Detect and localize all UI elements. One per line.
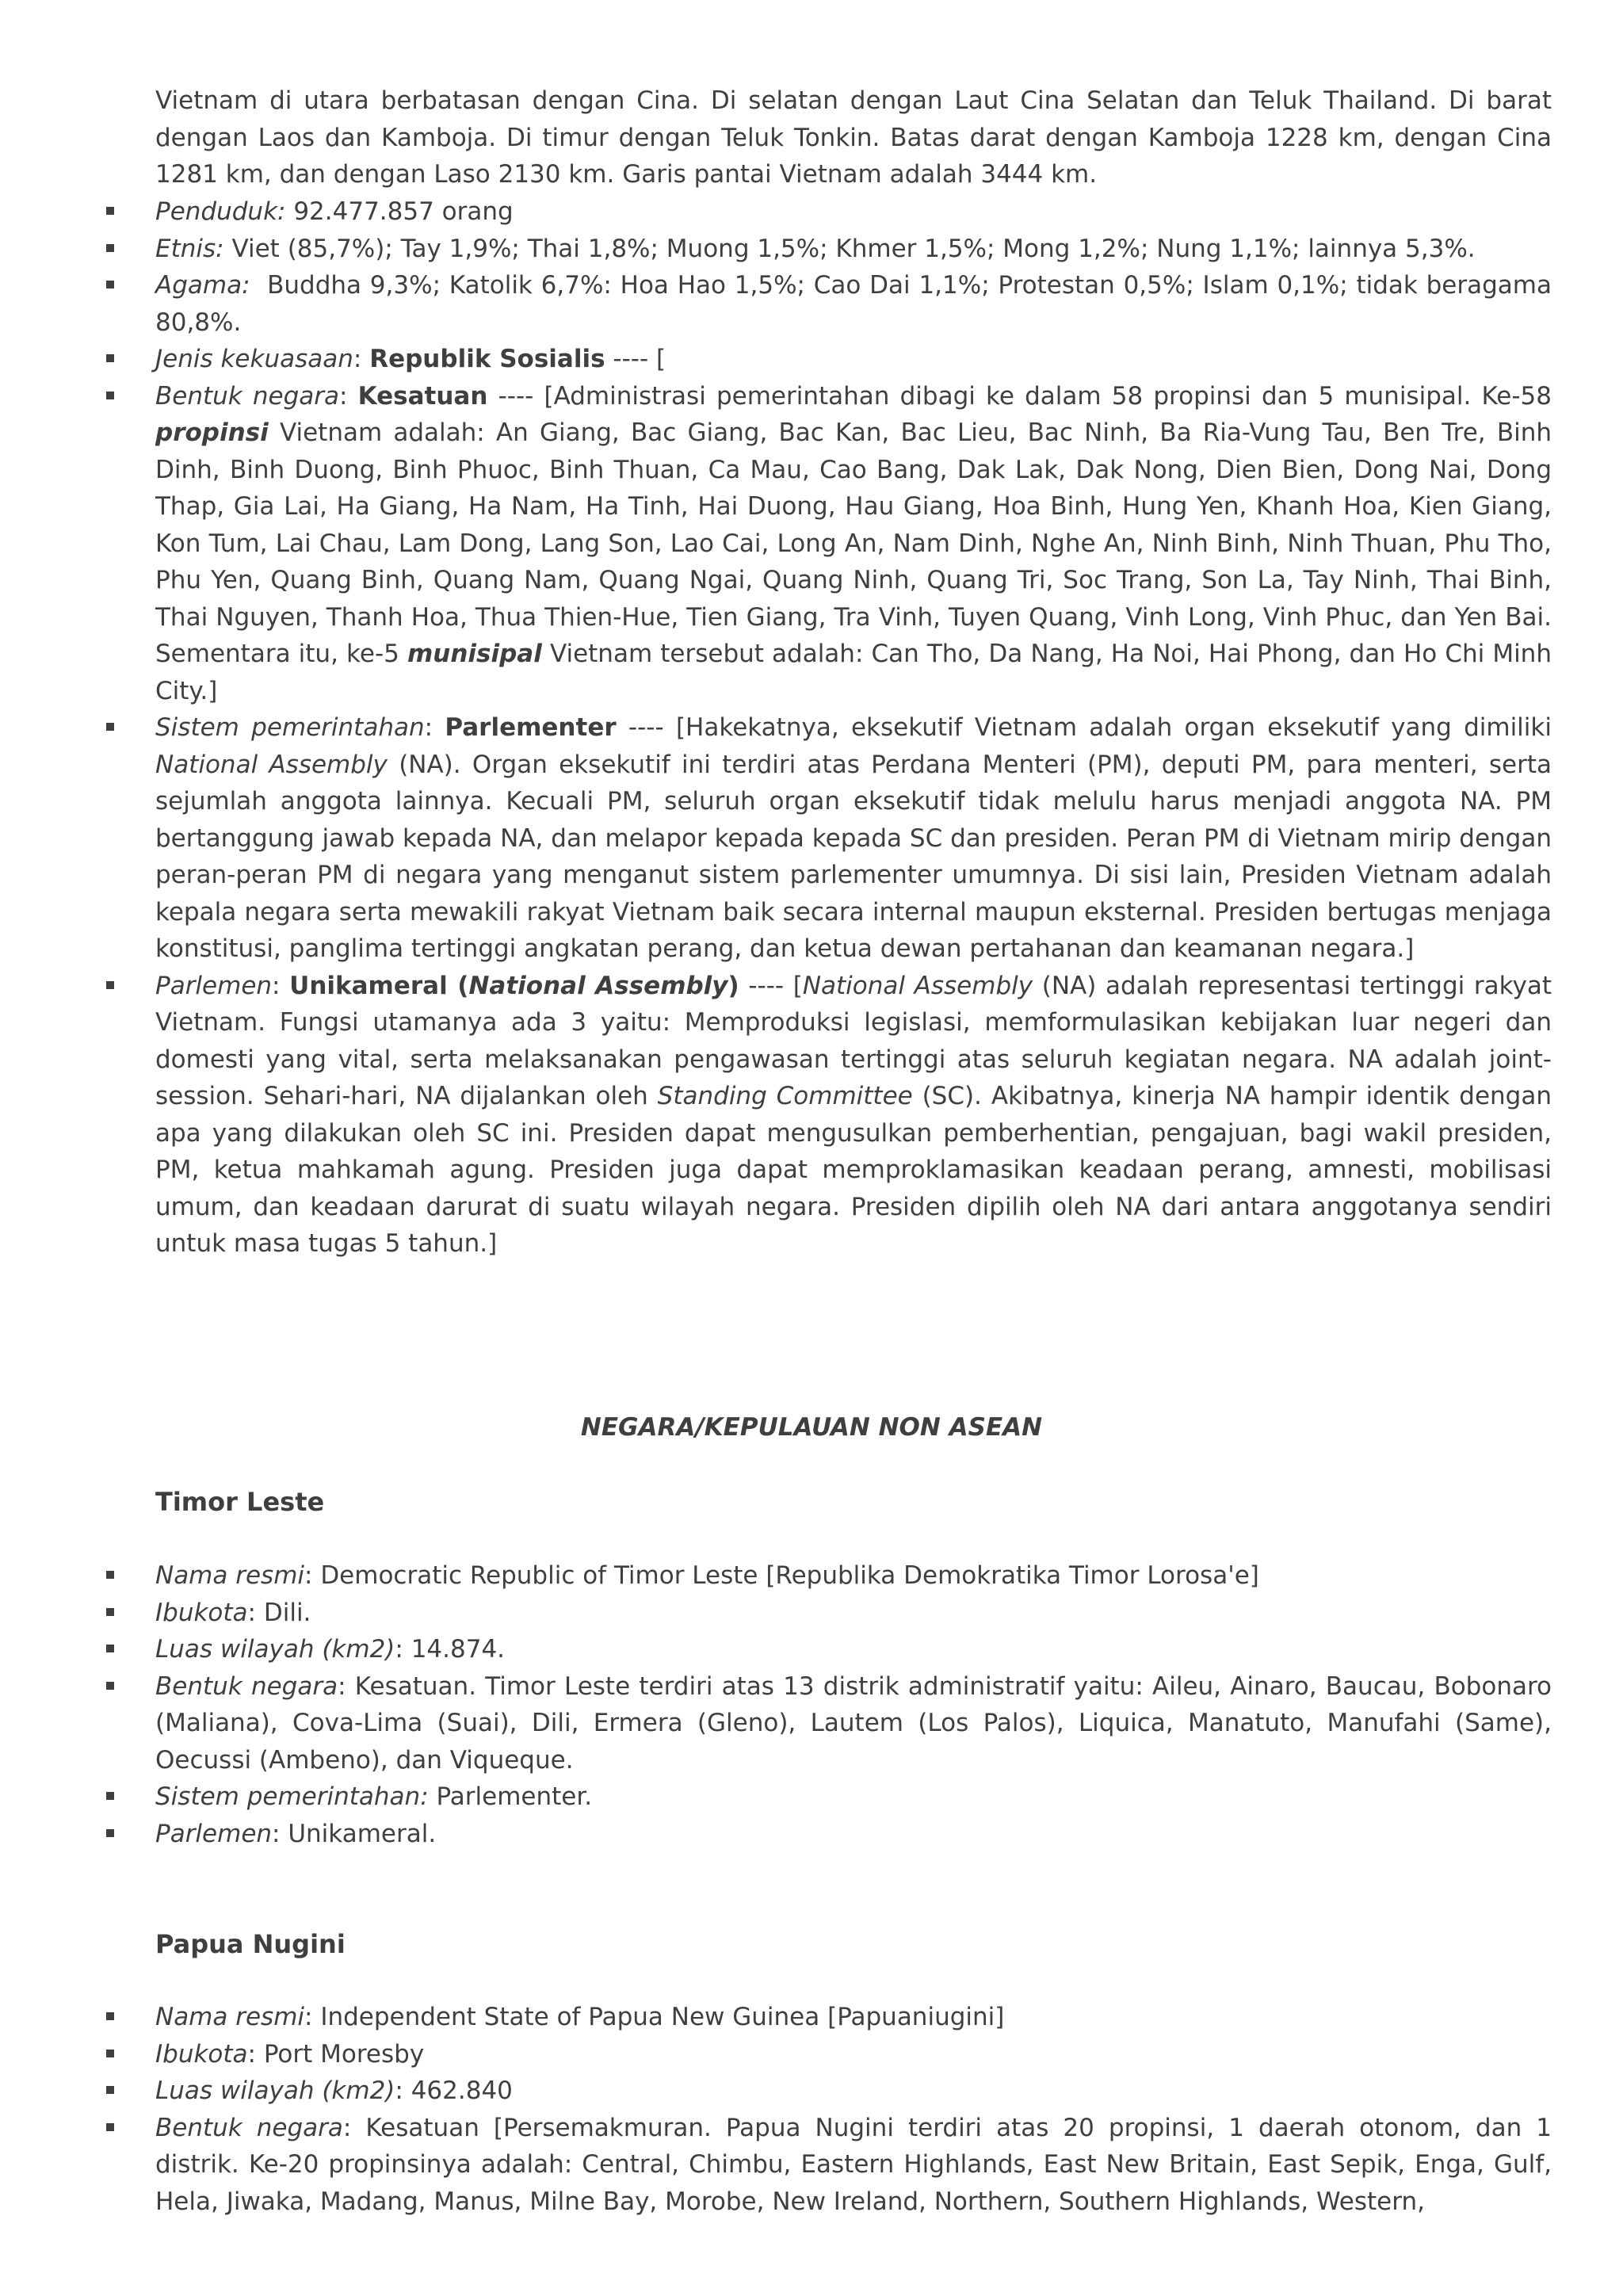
item-text: : Unikameral. — [272, 1819, 437, 1848]
item-label: Sistem pemerintahan: — [155, 1782, 429, 1811]
item-label: Bentuk negara — [155, 381, 340, 411]
bullet-icon — [106, 1682, 114, 1690]
papua-nugini-facts-list — [155, 1999, 1552, 2220]
bullet-icon — [106, 281, 114, 288]
list-item — [155, 1668, 1552, 1779]
item-label: Luas wilayah (km2) — [155, 1635, 395, 1664]
list-item — [155, 193, 1552, 231]
timor-leste-facts-list — [155, 1557, 1552, 1852]
bullet-icon — [106, 1608, 114, 1616]
item-label: Luas wilayah (km2) — [155, 2076, 395, 2105]
country-title-papua-nugini: Papua Nugini — [155, 1929, 346, 1959]
list-item-parlemen: Parlemen: Unikameral (National Assembly) ---- [National Assembly (NA) adalah representasi tertinggi rakyat Vietnam. Fungsi utamanya ada 3 yaitu: Memproduksi legislasi, memformulasikan kebijakan luar negeri dan domesti yang vital, serta melaksanakan pengawasan tertinggi atas seluruh kegiatan negara. NA adalah joint-session. Sehari-hari, NA dijalankan oleh Standing Committee (SC). Akibatnya, kinerja NA hampir identik dengan apa yang dilakukan oleh SC ini. Presiden dapat mengusulkan pemberhentian, pengajuan, bagi wakil presiden, PM, ketua mahkamah agung. Presiden juga dapat memproklamasikan keadaan perang, amnesti, mobilisasi umum, dan keadaan darurat di suatu wilayah negara. Presiden dipilih oleh NA dari antara anggotanya sendiri untuk masa tugas 5 tahun.] — [155, 968, 1552, 1263]
bullet-icon — [106, 1829, 114, 1837]
country-title-timor-leste: Timor Leste — [155, 1487, 325, 1517]
item-label: Ibukota — [155, 2039, 248, 2069]
bullet-icon — [106, 207, 114, 215]
bullet-icon — [106, 2012, 114, 2020]
bullet-icon — [106, 723, 114, 731]
list-item — [155, 2110, 1552, 2221]
item-text: 92.477.857 orang — [293, 197, 514, 226]
bullet-icon — [106, 2086, 114, 2094]
item-text: ---- [ — [605, 345, 666, 373]
vietnam-intro-paragraph: Vietnam di utara berbatasan dengan Cina. Di selatan dengan Laut Cina Selatan dan Teluk Thailand. Di barat dengan Laos dan Kamboja. Di timur dengan Teluk Tonkin. Batas darat dengan Kamboja 1228 km, dengan Cina 1281 km, dan dengan Laso 2130 km. Garis pantai Vietnam adalah 3444 km. — [155, 86, 1552, 189]
item-label: Parlemen — [155, 971, 273, 1000]
item-strong: Parlementer — [445, 713, 617, 742]
bullet-icon — [106, 354, 114, 362]
item-strong: Republik Sosialis — [369, 345, 605, 373]
bullet-icon — [106, 1571, 114, 1579]
item-label: Nama resmi — [155, 1561, 305, 1590]
list-item — [155, 1557, 1552, 1595]
item-text: : Port Moresby — [247, 2039, 425, 2069]
item-label: Penduduk: — [155, 197, 286, 226]
item-label: Parlemen — [155, 1819, 273, 1848]
item-label: Bentuk negara — [155, 1671, 338, 1701]
list-item — [155, 231, 1552, 268]
list-item — [155, 1631, 1552, 1668]
list-item — [155, 2073, 1552, 2110]
item-text: Parlementer. — [428, 1782, 593, 1811]
item-text: : Kesatuan. Timor Leste terdiri atas 13 distrik administratif yaitu: Aileu, Ainaro, Baucau, Bobonaro (Maliana), Cova-Lima (Suai), Dili, Ermera (Gleno), Lautem (Los Palos), Liquica, Manatuto, Manufahi (Same), Oecussi (Ambeno), dan Viqueque. — [155, 1671, 1552, 1775]
list-item — [155, 1999, 1552, 2036]
emphasis-propinsi: propinsi — [155, 418, 269, 447]
list-item — [155, 1595, 1552, 1632]
list-item: Jenis kekuasaan: Republik Sosialis ---- [ — [155, 341, 1552, 378]
item-text: : Independent State of Papua New Guinea [Papuaniugini] — [304, 2003, 1005, 2031]
list-item-bentuk-negara: Bentuk negara: Kesatuan ---- [Administrasi pemerintahan dibagi ke dalam 58 propinsi dan 5 munisipal. Ke-58 propinsi Vietnam adalah: An Giang, Bac Giang, Bac Kan, Bac Lieu, Bac Ninh, Ba Ria-Vung Tau, Ben Tre, Binh Dinh, Binh Duong, Binh Phuoc, Binh Thuan, Ca Mau, Cao Bang, Dak Lak, Dak Nong, Dien Bien, Dong Nai, Dong Thap, Gia Lai, Ha Giang, Ha Nam, Ha Tinh, Hai Duong, Hau Giang, Hoa Binh, Hung Yen, Khanh Hoa, Kien Giang, Kon Tum, Lai Chau, Lam Dong, Lang Son, Lao Cai, Long An, Nam Dinh, Nghe An, Ninh Binh, Ninh Thuan, Phu Tho, Phu Yen, Quang Binh, Quang Nam, Quang Ngai, Quang Ninh, Quang Tri, Soc Trang, Son La, Tay Ninh, Thai Binh, Thai Nguyen, Thanh Hoa, Thua Thien-Hue, Tien Giang, Tra Vinh, Tuyen Quang, Vinh Long, Vinh Phuc, dan Yen Bai. Sementara itu, ke-5 munisipal Vietnam tersebut adalah: Can Tho, Da Nang, Ha Noi, Hai Phong, dan Ho Chi Minh City.] — [155, 378, 1552, 710]
item-text: : 462.840 — [395, 2076, 513, 2105]
vietnam-facts-list — [155, 193, 1552, 1263]
bullet-icon — [106, 2050, 114, 2057]
item-strong: Kesatuan — [357, 381, 488, 411]
bullet-icon — [106, 1645, 114, 1652]
item-text: Buddha 9,3%; Katolik 6,7%: Hoa Hao 1,5%; Cao Dai 1,1%; Protestan 0,5%; Islam 0,1%; tidak beragama 80,8%. — [155, 271, 1552, 337]
item-label: Jenis kekuasaan — [155, 345, 353, 373]
item-label: Etnis: — [155, 234, 224, 263]
bullet-icon — [106, 1792, 114, 1800]
bullet-icon — [106, 2123, 114, 2131]
item-text: : 14.874. — [395, 1635, 506, 1664]
item-label: Agama: — [155, 271, 250, 300]
bullet-icon — [106, 392, 114, 399]
item-label: Ibukota — [155, 1598, 248, 1627]
bullet-icon — [106, 244, 114, 252]
item-label: Sistem pemerintahan — [155, 713, 425, 742]
list-item — [155, 1778, 1552, 1816]
list-item — [155, 1816, 1552, 1853]
item-label: Bentuk negara — [155, 2113, 343, 2142]
item-text: : Democratic Republic of Timor Leste [Republika Demokratika Timor Lorosa'e] — [304, 1561, 1259, 1590]
section-heading: NEGARA/KEPULAUAN NON ASEAN — [580, 1413, 1043, 1442]
item-text: : Dili. — [247, 1598, 311, 1627]
item-strong: Unikameral (National Assembly) — [289, 971, 739, 1000]
item-text: : Kesatuan [Persemakmuran. Papua Nugini terdiri atas 20 propinsi, 1 daerah otonom, dan 1 distrik. Ke-20 propinsinya adalah: Central, Chimbu, Eastern Highlands, East New Britain, East Sepik, Enga, Gulf, Hela, Jiwaka, Madang, Manus, Milne Bay, Morobe, New Ireland, Northern, Southern Highlands, Western, — [155, 2113, 1552, 2216]
item-text: Viet (85,7%); Tay 1,9%; Thai 1,8%; Muong 1,5%; Khmer 1,5%; Mong 1,2%; Nung 1,1%; lainnya 5,3%. — [231, 234, 1476, 263]
emphasis-munisipal: munisipal — [407, 640, 542, 668]
bullet-icon — [106, 981, 114, 989]
list-item — [155, 267, 1552, 341]
list-item — [155, 2036, 1552, 2073]
list-item-sistem-pemerintahan: Sistem pemerintahan: Parlementer ---- [Hakekatnya, eksekutif Vietnam adalah organ eksekutif yang dimiliki National Assembly (NA). Organ eksekutif ini terdiri atas Perdana Menteri (PM), deputi PM, para menteri, serta sejumlah anggota lainnya. Kecuali PM, seluruh organ eksekutif tidak melulu harus menjadi anggota NA. PM bertanggung jawab kepada NA, dan melapor kepada kepada SC dan presiden. Peran PM di Vietnam mirip dengan peran-peran PM di negara yang menganut sistem parlementer umumnya. Di sisi lain, Presiden Vietnam adalah kepala negara serta mewakili rakyat Vietnam baik secara internal maupun eksternal. Presiden bertugas menjaga konstitusi, panglima tertinggi angkatan perang, dan ketua dewan pertahanan dan keamanan negara.] — [155, 709, 1552, 968]
item-label: Nama resmi — [155, 2003, 305, 2031]
